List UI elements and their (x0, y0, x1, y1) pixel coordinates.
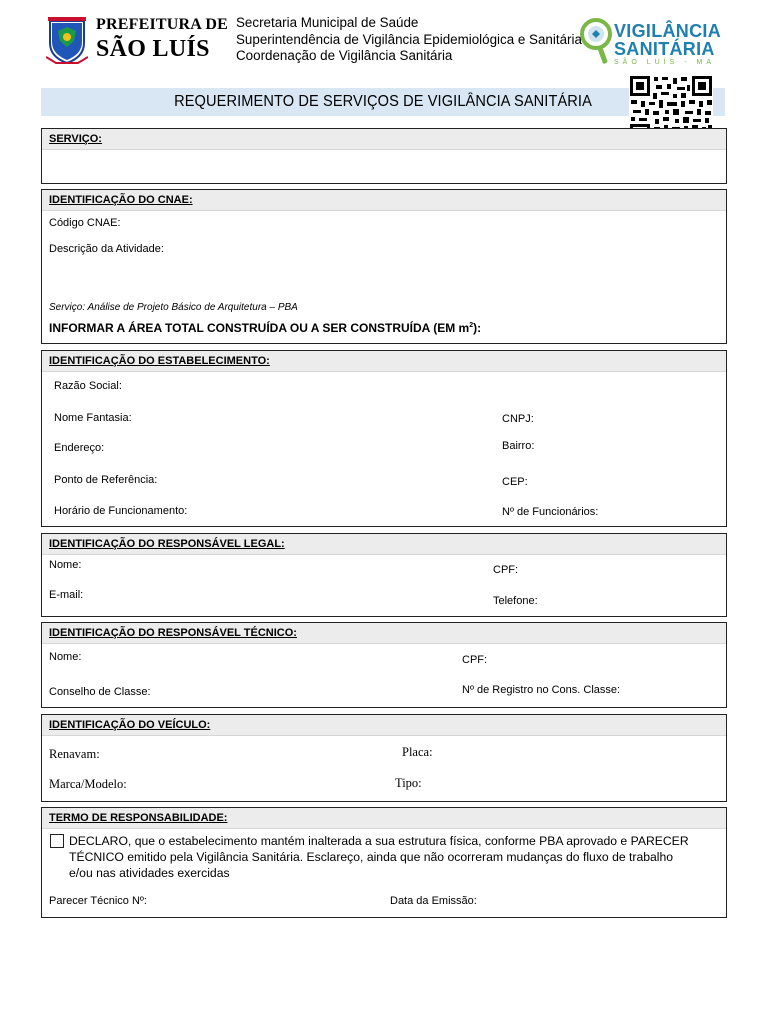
declaro-line: DECLARO, que o estabelecimento mantém inalterada a sua estrutura física, conforme PBA aprovado e PARECER (69, 834, 689, 848)
section-responsavel-tecnico (41, 622, 727, 708)
marca-modelo-label: Marca/Modelo: (49, 777, 127, 791)
logo-text-vigilancia: VIGILÂNCIA (614, 21, 722, 41)
section-header (42, 623, 726, 644)
renavam-label: Renavam: (49, 747, 100, 761)
section-heading: IDENTIFICAÇÃO DO RESPONSÁVEL LEGAL: (49, 538, 285, 550)
section-header (42, 534, 726, 555)
section-heading: TERMO DE RESPONSABILIDADE: (49, 812, 228, 824)
section-cnae (41, 189, 727, 344)
declaro-text (69, 833, 729, 881)
page-title: REQUERIMENTO DE SERVIÇOS DE VIGILÂNCIA SANITÁRIA (174, 93, 592, 111)
logo-text-city: SÃO LUÍS - MA (614, 59, 716, 66)
endereco-label: Endereço: (54, 442, 105, 454)
codigo-cnae-label: Código CNAE: (49, 217, 121, 229)
section-header (42, 129, 726, 150)
section-heading: IDENTIFICAÇÃO DO RESPONSÁVEL TÉCNICO: (49, 627, 297, 639)
razao-social-label: Razão Social: (54, 380, 122, 392)
section-heading: IDENTIFICAÇÃO DO VEÍCULO: (49, 719, 211, 731)
ponto-referencia-label: Ponto de Referência: (54, 474, 158, 486)
cep-label: CEP: (502, 476, 528, 488)
coat-of-arms-icon (46, 17, 88, 65)
section-estabelecimento (41, 350, 727, 527)
section-heading: SERVIÇO: (49, 133, 102, 145)
prefeitura-line2: SÃO LUÍS (96, 36, 210, 62)
data-emissao-label: Data da Emissão: (390, 895, 477, 907)
tipo-label: Tipo: (395, 776, 422, 790)
registro-conselho-label: Nº de Registro no Cons. Classe: (462, 684, 621, 696)
cnpj-label: CNPJ: (502, 413, 534, 425)
legal-nome-label: Nome: (49, 559, 82, 571)
title-bar (41, 88, 725, 116)
placa-label: Placa: (402, 745, 433, 759)
secretaria-line: Secretaria Municipal de Saúde (236, 15, 419, 30)
legal-cpf-label: CPF: (493, 564, 519, 576)
horario-funcionamento-label: Horário de Funcionamento: (54, 505, 188, 517)
servico-pba-note: Serviço: Análise de Projeto Básico de Arquitetura – PBA (49, 302, 298, 313)
section-veiculo (41, 714, 727, 802)
section-header (42, 190, 726, 211)
logo-text-sanitaria: SANITÁRIA (614, 39, 715, 59)
numero-funcionarios-label: Nº de Funcionários: (502, 506, 599, 518)
conselho-classe-label: Conselho de Classe: (49, 686, 151, 698)
legal-email-label: E-mail: (49, 589, 84, 601)
declaro-checkbox[interactable] (50, 834, 64, 848)
secretaria-block (236, 15, 582, 65)
section-servico (41, 128, 727, 184)
section-termo-responsabilidade (41, 807, 727, 918)
prefeitura-line1: PREFEITURA DE (96, 16, 228, 33)
legal-telefone-label: Telefone: (493, 595, 538, 607)
parecer-tecnico-label: Parecer Técnico Nº: (49, 895, 147, 907)
section-header (42, 351, 726, 372)
coordenacao-line: Coordenação de Vigilância Sanitária (236, 48, 453, 63)
tecnico-cpf-label: CPF: (462, 654, 488, 666)
bairro-label: Bairro: (502, 440, 535, 452)
section-header (42, 715, 726, 736)
vigilancia-sanitaria-logo (578, 17, 728, 69)
descricao-atividade-label: Descrição da Atividade: (49, 243, 164, 255)
section-responsavel-legal (41, 533, 727, 617)
nome-fantasia-label: Nome Fantasia: (54, 412, 132, 424)
section-header (42, 808, 726, 829)
superintendencia-line: Superintendência de Vigilância Epidemiológica e Sanitária (236, 31, 582, 47)
section-heading: IDENTIFICAÇÃO DO ESTABELECIMENTO: (49, 355, 270, 367)
section-heading: IDENTIFICAÇÃO DO CNAE: (49, 194, 193, 206)
declaro-line: TÉCNICO emitido pela Vigilância Sanitária. Esclareço, ainda que não ocorreram mudanças do fluxo de trabalho (69, 850, 674, 864)
magnifier-logo-icon (578, 17, 618, 67)
area-construida-label: INFORMAR A ÁREA TOTAL CONSTRUÍDA OU A SER CONSTRUÍDA (EM $m^2$): (49, 321, 482, 335)
declaro-line: e/ou nas atividades exercidas (69, 866, 230, 880)
tecnico-nome-label: Nome: (49, 651, 82, 663)
